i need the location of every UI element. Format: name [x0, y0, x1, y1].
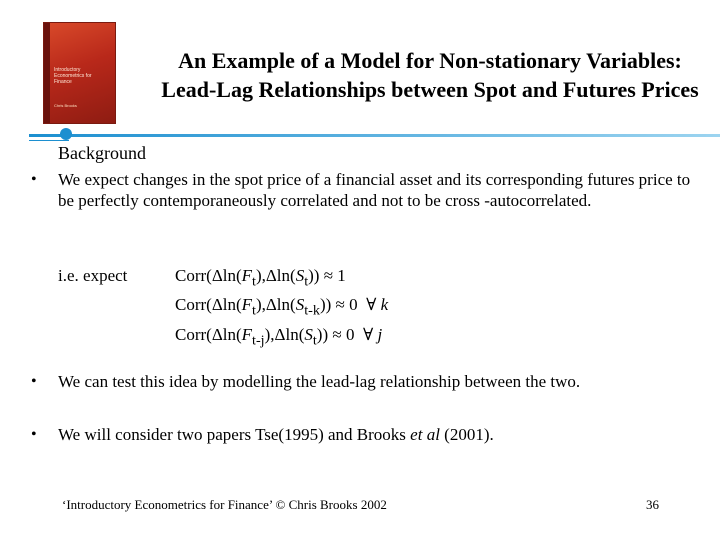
bullet-icon: •: [31, 373, 37, 390]
bullet-text-3-prefix: We will consider two papers Tse(1995) and Brooks: [58, 425, 411, 444]
bullet-text-3: [58, 424, 698, 445]
bullet-text-3-suffix: (2001).: [439, 425, 494, 444]
slide-title: An Example of a Model for Non-stationary Variables: Lead-Lag Relationships between Spot and Futures Prices: [161, 48, 699, 102]
bullet-icon: •: [31, 426, 37, 443]
formula-line-3: $Corr(\Delta\ln(F_{t-j}),\Delta\ln(S_t)) \approx 0$ ∀ j: [175, 324, 383, 349]
formula-lines: [175, 264, 388, 352]
formula-line-2: $Corr(\Delta\ln(F_t),\Delta\ln(S_{t-k})) \approx 0$ ∀ k: [175, 295, 389, 319]
slide-footer: ‘Introductory Econometrics for Finance’ © Chris Brooks 2002: [62, 497, 387, 512]
page-number: 36: [646, 497, 659, 512]
bullet-icon: •: [31, 171, 37, 188]
divider-tick: [29, 140, 69, 141]
title-divider: [29, 134, 720, 137]
book-cover-author: Chris Brooks: [54, 103, 77, 108]
bullet-text-3-italic: et al: [410, 425, 440, 444]
book-spine: [44, 23, 50, 123]
formula-line-1: $Corr(\Delta\ln(F_t),\Delta\ln(S_t)) \approx 1$: [175, 266, 346, 290]
book-cover-title: Introductory Econometrics for Finance: [54, 67, 92, 85]
bullet-text-2: We can test this idea by modelling the lead-lag relationship between the two.: [58, 372, 581, 391]
book-cover-image: [43, 22, 116, 124]
formula-lead: i.e. expect: [58, 266, 128, 285]
divider-dot: [60, 128, 72, 140]
bullet-text-1: We expect changes in the spot price of a financial asset and its corresponding futures price to be perfectly contemporaneously correlated and not to be cross -autocorrelated.: [58, 170, 691, 210]
section-heading: Background: [58, 143, 146, 163]
